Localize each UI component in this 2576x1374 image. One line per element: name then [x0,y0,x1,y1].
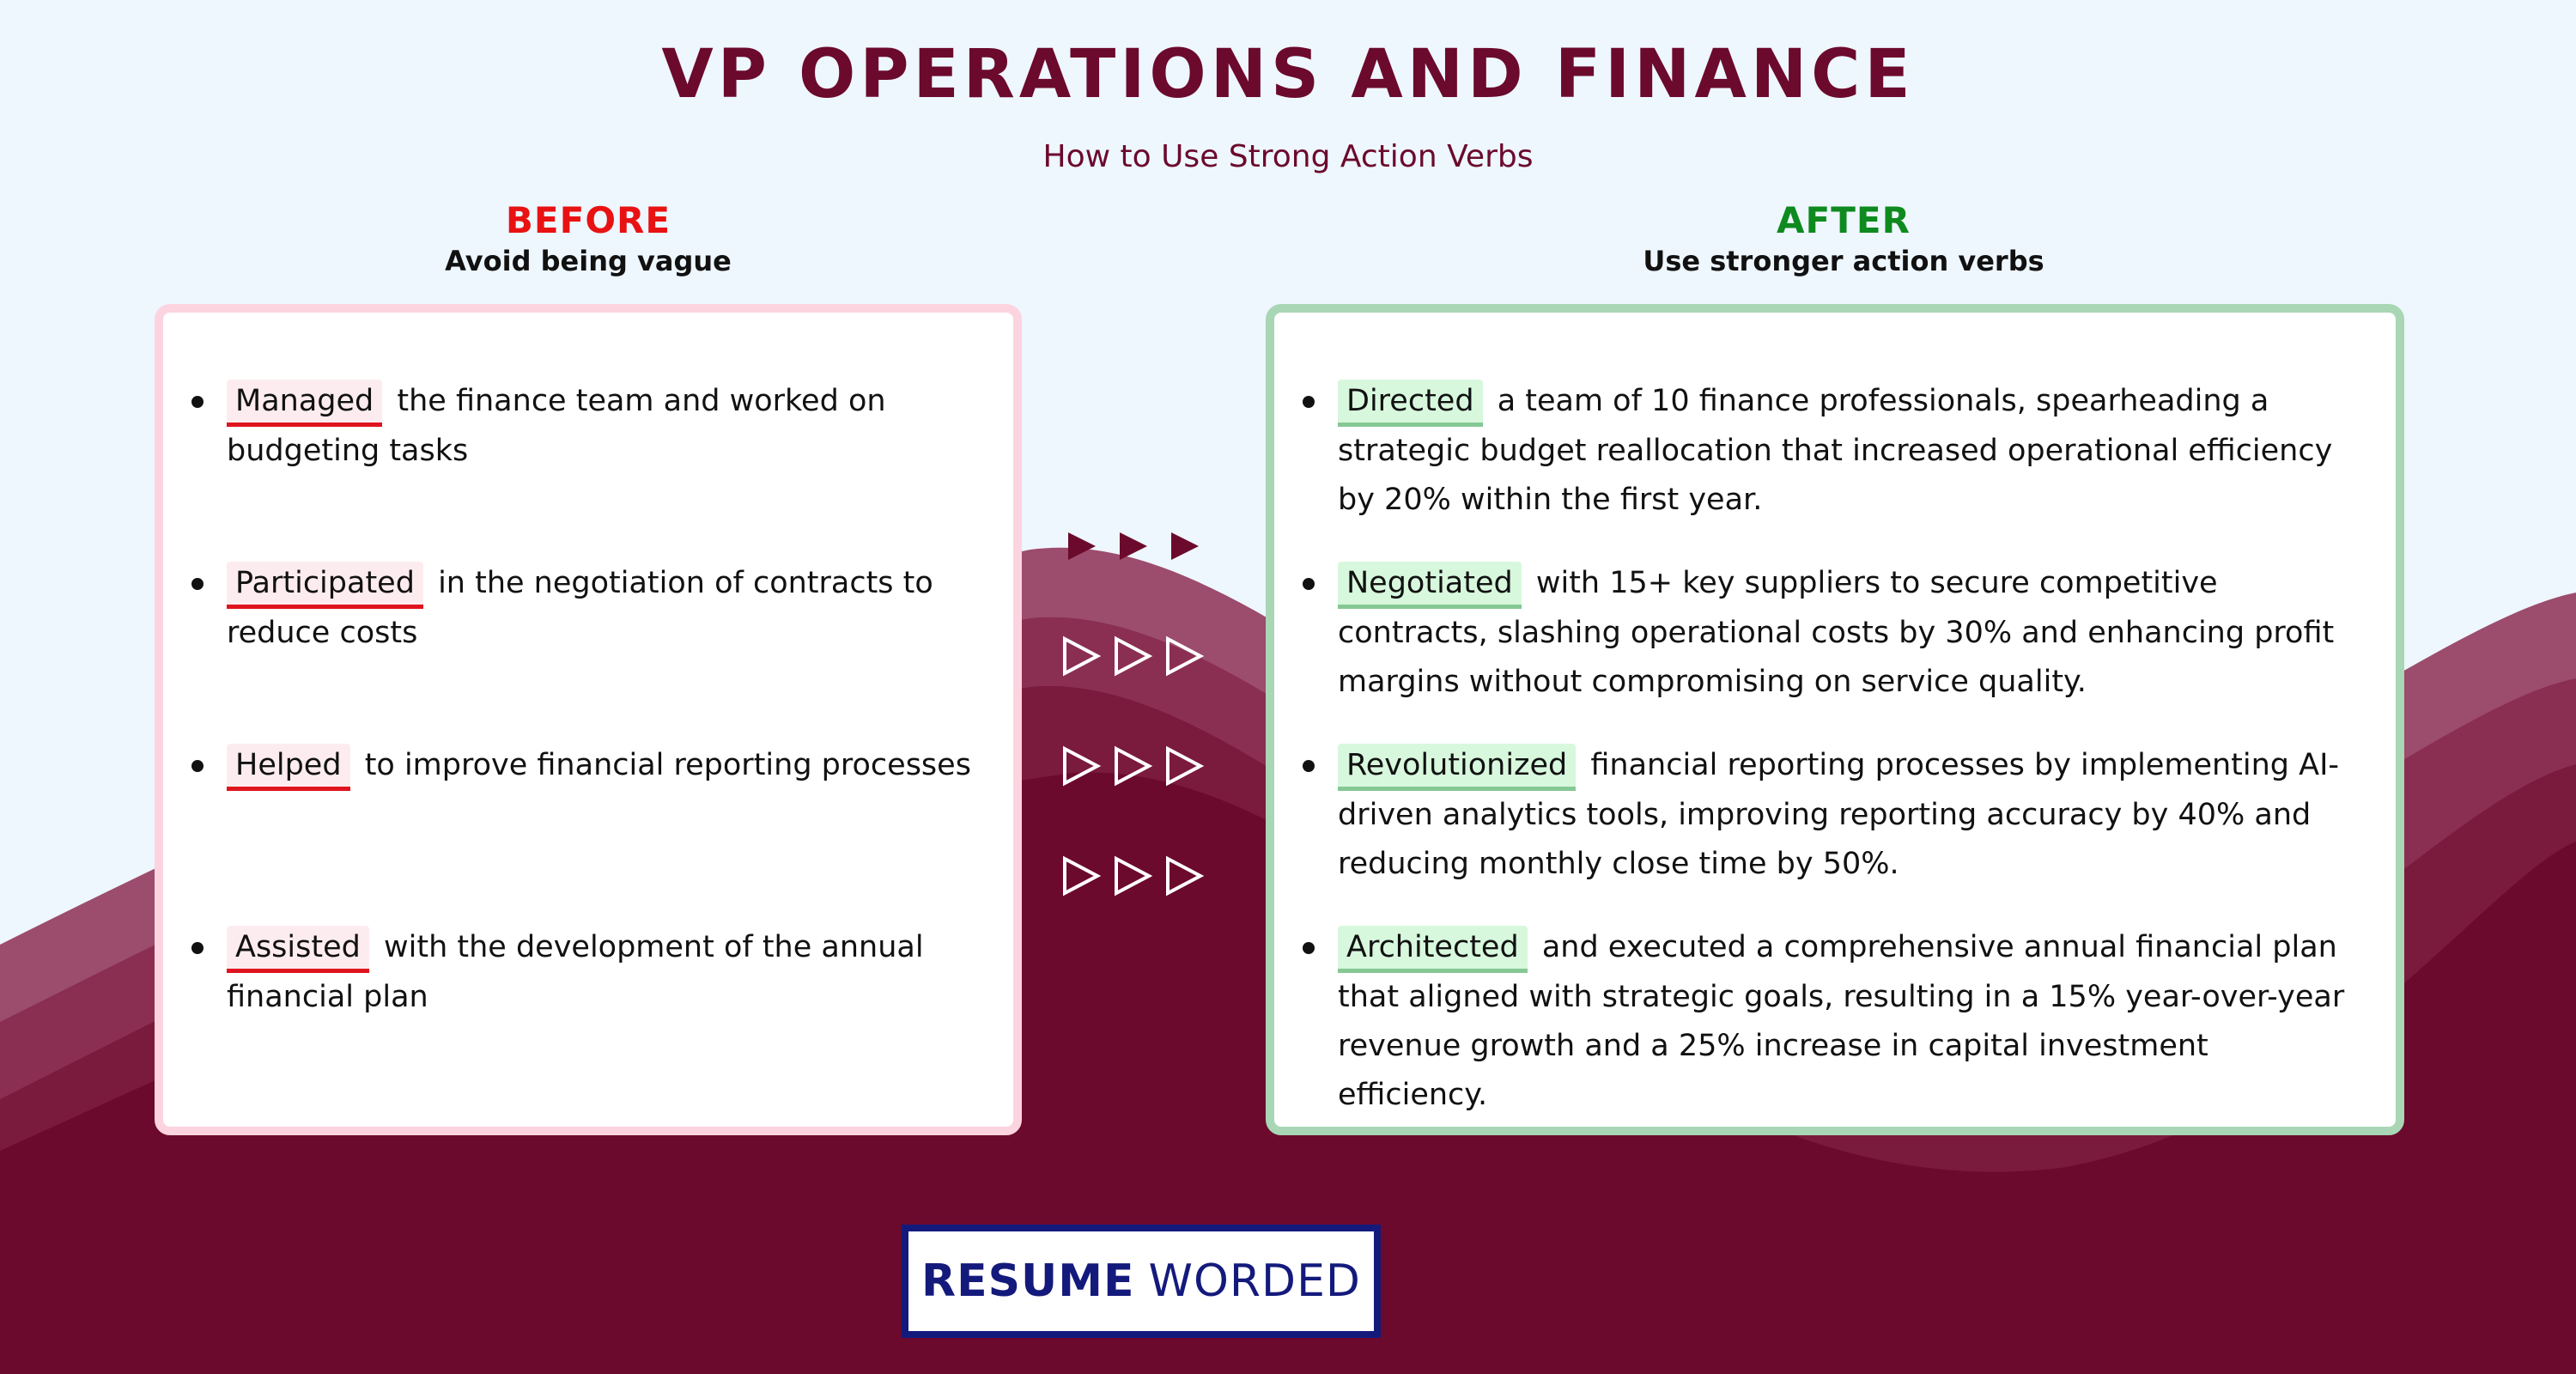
resume-worded-logo [902,1225,1381,1338]
after-item [1274,741,2396,889]
arrow-row-outline [1058,630,1238,682]
page-subtitle: How to Use Strong Action Verbs [1042,139,1534,174]
before-item [163,923,1013,1022]
after-card [1266,304,2404,1135]
page-title: VP OPERATIONS AND FINANCE [661,36,1915,113]
before-label: BEFORE [505,199,671,241]
outline-arrow-icon [1065,639,1097,673]
before-card [155,304,1022,1135]
after-item-text: and executed a comprehensive annual financial plan that aligned with strategic goals, resulting in a 15% year-over-year revenue growth and a 25% increase in capital investment efficiency. [1338,930,2345,1112]
before-item-text: to improve financial reporting processes [364,748,971,782]
after-item [1274,559,2396,707]
outline-arrow-icon [1065,859,1097,893]
before-item [163,559,1013,658]
bullet-icon [1303,578,1315,590]
filled-arrow-icon [1171,532,1199,560]
bullet-icon [191,578,204,590]
bullet-icon [1303,942,1315,954]
weak-verb: Assisted [227,926,369,973]
outline-arrow-icon [1116,859,1149,893]
logo-light-text: WORDED [1148,1255,1361,1307]
weak-verb: Helped [227,744,350,791]
after-item-text: financial reporting processes by implementing AI-driven analytics tools, improving reporting accuracy by 40% and reducing monthly close time by 50%. [1338,748,2340,881]
after-label: AFTER [1777,199,1911,241]
before-item-text: with the development of the annual financial plan [227,930,924,1014]
strong-verb: Directed [1338,380,1483,427]
before-item-text: in the negotiation of contracts to reduce costs [227,566,933,650]
outline-arrow-icon [1168,859,1200,893]
filled-arrow-icon [1068,532,1096,560]
after-description: Use stronger action verbs [1643,245,2044,277]
weak-verb: Participated [227,562,423,609]
arrow-row-outline [1058,850,1238,902]
outline-arrow-icon [1116,639,1149,673]
bullet-icon [191,760,204,772]
strong-verb: Revolutionized [1338,744,1576,791]
strong-verb: Architected [1338,926,1528,973]
outline-arrow-icon [1168,639,1200,673]
arrow-row-outline [1058,740,1238,792]
filled-arrow-icon [1120,532,1147,560]
bullet-icon [1303,396,1315,408]
outline-arrow-icon [1116,749,1149,783]
before-item [163,741,1013,791]
weak-verb: Managed [227,380,382,427]
logo-bold-text: RESUME [921,1255,1135,1307]
bullet-icon [1303,760,1315,772]
outline-arrow-icon [1065,749,1097,783]
outline-arrow-icon [1168,749,1200,783]
bullet-icon [191,942,204,954]
before-header [159,199,1018,277]
after-item [1274,377,2396,525]
bullet-icon [191,396,204,408]
after-item [1274,923,2396,1120]
after-item-text: a team of 10 finance professionals, spearheading a strategic budget reallocation that increased operational efficiency by 20% within the first year. [1338,384,2333,517]
after-header [1268,199,2419,277]
arrow-row-filled [1058,520,1238,572]
after-item-text: with 15+ key suppliers to secure competitive contracts, slashing operational costs by 30% and enhancing profit margins without compromising on service quality. [1338,566,2335,699]
before-item-text: the finance team and worked on budgeting tasks [227,384,886,468]
strong-verb: Negotiated [1338,562,1522,609]
before-description: Avoid being vague [445,245,732,277]
before-item [163,377,1013,476]
